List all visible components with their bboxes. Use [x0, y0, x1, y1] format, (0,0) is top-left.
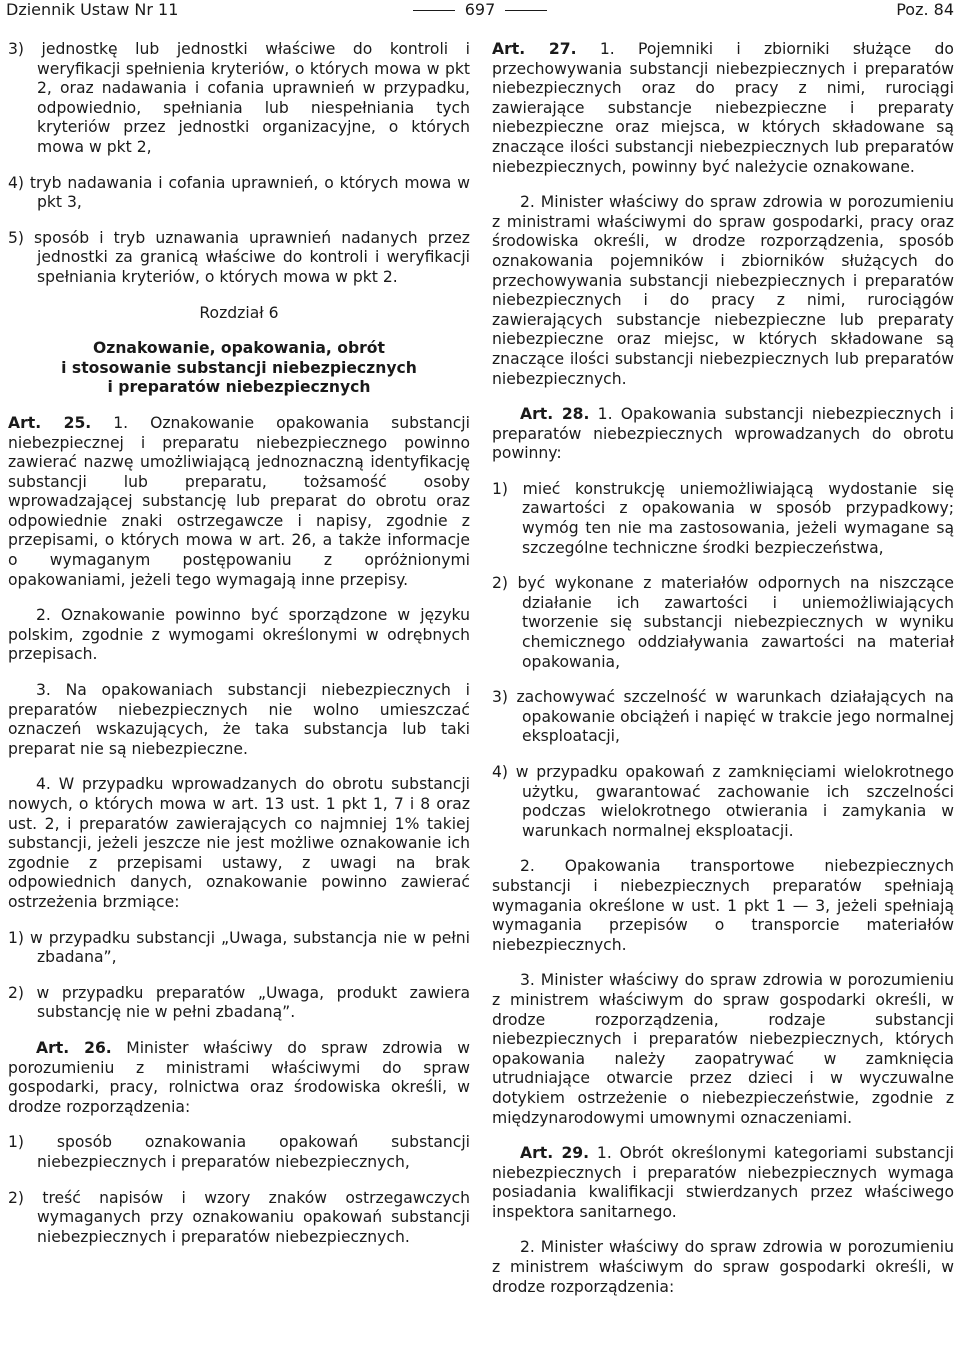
list-item: 4) tryb nadawania i cofania uprawnień, o których mowa w pkt 3, — [8, 173, 470, 212]
list-item: 5) sposób i tryb uznawania uprawnień nadanych przez jednostki za granicą właściwe do kontroli i weryfikacji spełniania kryteriów, o których mowa w pkt 2. — [8, 228, 470, 286]
article-label: Art. 25. — [8, 413, 92, 432]
article-label: Art. 27. — [492, 40, 577, 58]
left-column — [8, 40, 470, 1247]
journal-title: Dziennik Ustaw Nr 11 — [6, 0, 179, 19]
article-label: Art. 29. — [520, 1144, 590, 1163]
article-label: Art. 28. — [520, 405, 590, 424]
list-item: 1) sposób oznakowania opakowań substancji niebezpiecznych i preparatów niebezpiecznych, — [8, 1133, 470, 1171]
page-header — [6, 0, 954, 22]
list-item: 2) być wykonane z materiałów odpornych na niszczące działanie ich zawartości i uniemożliwiających tworzenie się substancji niebezpiecznych w wyniku chemicznego oddziaływania zawartości na materiał opakowania, — [492, 574, 954, 671]
article-27-paragraph-1: Art. 27. 1. Pojemniki i zbiorniki służące do przechowywania substancji niebezpiecznych i preparatów niebezpiecznych oraz do pracy z nimi, rurociągi zawierające substancje niebezpieczne i preparaty niebezpieczne oraz miejsca, w których składowane są znaczące ilości substancji niebezpiecznych lub preparatów niebezpiecznych, powinny być należycie oznakowane. — [492, 40, 954, 176]
article-25-paragraph-4: 4. W przypadku wprowadzanych do obrotu substancji nowych, o których mowa w art. 13 ust. 1 pkt 1, 7 i 8 oraz ust. 2, i preparatów zawierających co najmniej 1% takiej substancji, jeżeli jeszcze nie jest możliwe oznakowanie ich zgodnie z przepisami ustawy, z uwagi na brak odpowiednich danych, oznakowanie powinno zawierać ostrzeżenia brzmiące: — [8, 775, 470, 911]
article-28-paragraph-1: Art. 28. 1. Opakowania substancji niebezpiecznych i preparatów niebezpiecznych wprowadzanych do obrotu powinny: — [492, 405, 954, 463]
position-number: Poz. 84 — [896, 0, 954, 19]
list-item: 4) w przypadku opakowań z zamknięciami wielokrotnego użytku, gwarantować zachowanie ich szczelności podczas wielokrotnego otwierania i zamykania w warunkach normalnej eksploatacji. — [492, 763, 954, 840]
article-label: Art. 26. — [36, 1038, 112, 1057]
list-item: 2) treść napisów i wzory znaków ostrzegawczych wymaganych przy oznakowaniu opakowań substancji niebezpiecznych i preparatów niebezpiecznych. — [8, 1188, 470, 1246]
list-item: 3) jednostkę lub jednostki właściwe do kontroli i weryfikacji spełnienia kryteriów, o których mowa w pkt 2, oraz nadawania i cofania uprawnień w przypadku, odpowiednio, spełniania lub niespełniania tych kryteriów przez jednostki organizacyjne, o których mowa w pkt 2, — [8, 40, 470, 156]
article-25-paragraph-3: 3. Na opakowaniach substancji niebezpiecznych i preparatów niebezpiecznych nie wolno umieszczać oznaczeń wskazujących, że taka substancja lub taki preparat nie są niebezpieczne. — [8, 681, 470, 758]
article-25-paragraph-2: 2. Oznakowanie powinno być sporządzone w języku polskim, zgodnie z wymogami określonymi w odrębnych przepisach. — [8, 606, 470, 664]
right-column — [492, 40, 954, 1297]
list-item: 2) w przypadku preparatów „Uwaga, produkt zawiera substancję nie w pełni zbadaną”. — [8, 983, 470, 1022]
article-29-paragraph-1: Art. 29. 1. Obrót określonymi kategoriami substancji niebezpiecznych i preparatów niebezpiecznych wymaga posiadania kwalifikacji stwierdzanych przez właściwego inspektora sanitarnego. — [492, 1144, 954, 1221]
chapter-title-line: Oznakowanie, opakowania, obrót — [93, 339, 385, 358]
page-number: 697 — [6, 0, 954, 20]
article-26-paragraph: Art. 26. Minister właściwy do spraw zdrowia w porozumieniu z ministrami właściwymi do spraw gospodarki, pracy, rolnictwa oraz środowiska określi, w drodze rozporządzenia: — [8, 1038, 470, 1116]
article-25-paragraph-1: Art. 25. 1. Oznakowanie opakowania substancji niebezpiecznej i preparatu niebezpiecznego powinno zawierać nazwę umożliwiającą jednoznaczną identyfikację substancji lub preparatu, tożsamość osoby wprowadzającej substancję lub preparat do obrotu oraz odpowiednie znaki ostrzegawcze i napisy, zgodnie z przepisami, o których mowa w art. 26, a także informacje o wymaganym postępowaniu z opróżnionymi opakowaniami, jeżeli tego wymagają inne przepisy. — [8, 413, 470, 589]
article-28-paragraph-2: 2. Opakowania transportowe niebezpiecznych substancji i niebezpiecznych preparatów spełniają wymagania określone w ust. 1 pkt 1 — 3, jeżeli spełniają wymagania przepisów o transporcie materiałów niebezpiecznych. — [492, 857, 954, 954]
chapter-title-line: i preparatów niebezpiecznych — [107, 378, 371, 397]
article-28-paragraph-3: 3. Minister właściwy do spraw zdrowia w porozumieniu z ministrem właściwym do spraw gospodarki określi, w drodze rozporządzenia, rodzaje substancji niebezpiecznych i preparatów niebezpiecznych, których opakowania należy zaopatrywać w zamknięcia utrudniające otwarcie przez dzieci i w wyczuwalne dotykiem ostrzeżenie o niebezpieczeństwie, zgodnie z międzynarodowymi umownymi oznaczeniami. — [492, 971, 954, 1127]
article-29-paragraph-2: 2. Minister właściwy do spraw zdrowia w porozumieniu z ministrem właściwym do spraw gospodarki określi, w drodze rozporządzenia: — [492, 1238, 954, 1296]
chapter-number: Rozdział 6 — [199, 303, 279, 322]
list-item: 3) zachowywać szczelność w warunkach działających na opakowanie obciążeń i napięć w trakcie jego normalnej eksploatacji, — [492, 688, 954, 746]
list-item: 1) mieć konstrukcję uniemożliwiającą wydostanie się zawartości z opakowania w sposób przypadkowy; wymóg ten nie ma zastosowania, jeżeli wymagane są szczególne techniczne środki bezpieczeństwa, — [492, 479, 954, 557]
chapter-title-line: i stosowanie substancji niebezpiecznych — [61, 358, 417, 377]
list-item: 1) w przypadku substancji „Uwaga, substancja nie w pełni zbadana”, — [8, 928, 470, 967]
article-27-paragraph-2: 2. Minister właściwy do spraw zdrowia w porozumieniu z ministrami właściwymi do spraw gospodarki, pracy oraz środowiska określi, w drodze rozporządzenia, sposób oznakowania pojemników i zbiorników służących do przechowywania substancji niebezpiecznych i preparatów niebezpiecznych i do pracy z nimi, rurociągów zawierających substancje niebezpieczne lub preparaty niebezpieczne oraz miejsc, w których składowane są znaczące ilości substancji niebezpiecznych lub preparatów niebezpiecznych. — [492, 193, 954, 388]
